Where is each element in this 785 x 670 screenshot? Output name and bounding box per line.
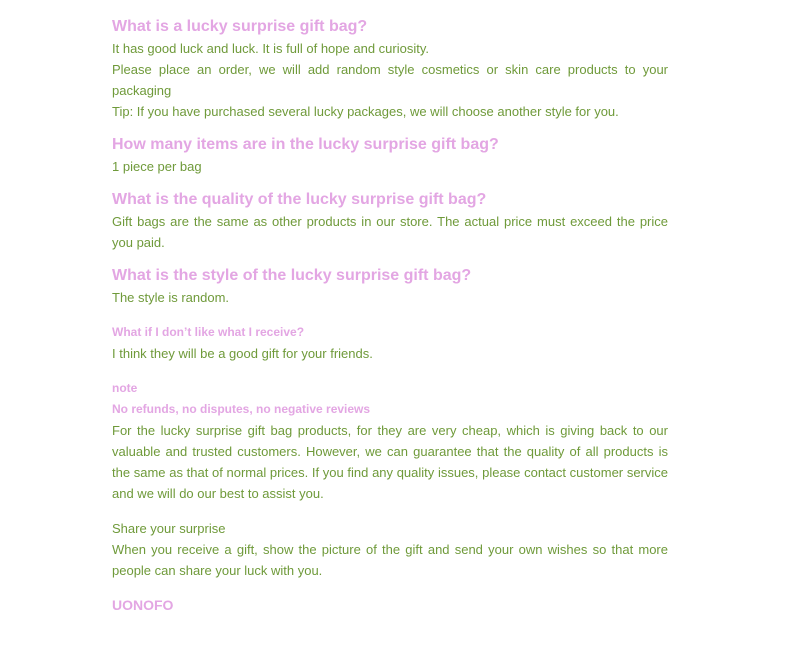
paragraph-style: The style is random.	[112, 290, 230, 305]
heading-what-is: What is a lucky surprise gift bag?	[112, 18, 368, 35]
heading-no-refunds: No refunds, no disputes, no negative reviews	[112, 402, 371, 416]
product-description	[112, 16, 668, 615]
brand-name: UONOFO	[112, 597, 174, 613]
paragraph-note: For the lucky surprise gift bag products, for they are very cheap, which is giving back to our valuable and trusted customers. However, we can guarantee that the quality of all products is the same as that of normal prices. If you find any quality issues, please contact customer service and we will do our best to assist you.	[112, 423, 668, 501]
paragraph-luck: It has good luck and luck. It is full of hope and curiosity.	[112, 41, 429, 56]
paragraph-order: Please place an order, we will add random style cosmetics or skin care products to your packaging	[112, 62, 668, 98]
paragraph-quality: Gift bags are the same as other products in our store. The actual price must exceed the price you paid.	[112, 214, 668, 250]
heading-style: What is the style of the lucky surprise gift bag?	[112, 267, 472, 284]
paragraph-tip: Tip: If you have purchased several lucky packages, we will choose another style for you.	[112, 104, 619, 119]
paragraph-dislike: I think they will be a good gift for your friends.	[112, 346, 373, 361]
heading-dislike: What if I don’t like what I receive?	[112, 325, 305, 339]
note-label: note	[112, 381, 138, 395]
heading-share: Share your surprise	[112, 521, 226, 536]
paragraph-share: When you receive a gift, show the picture of the gift and send your own wishes so that more people can share your luck with you.	[112, 542, 668, 578]
heading-quality: What is the quality of the lucky surprise gift bag?	[112, 191, 487, 208]
heading-how-many: How many items are in the lucky surprise gift bag?	[112, 136, 499, 153]
paragraph-count: 1 piece per bag	[112, 159, 202, 174]
